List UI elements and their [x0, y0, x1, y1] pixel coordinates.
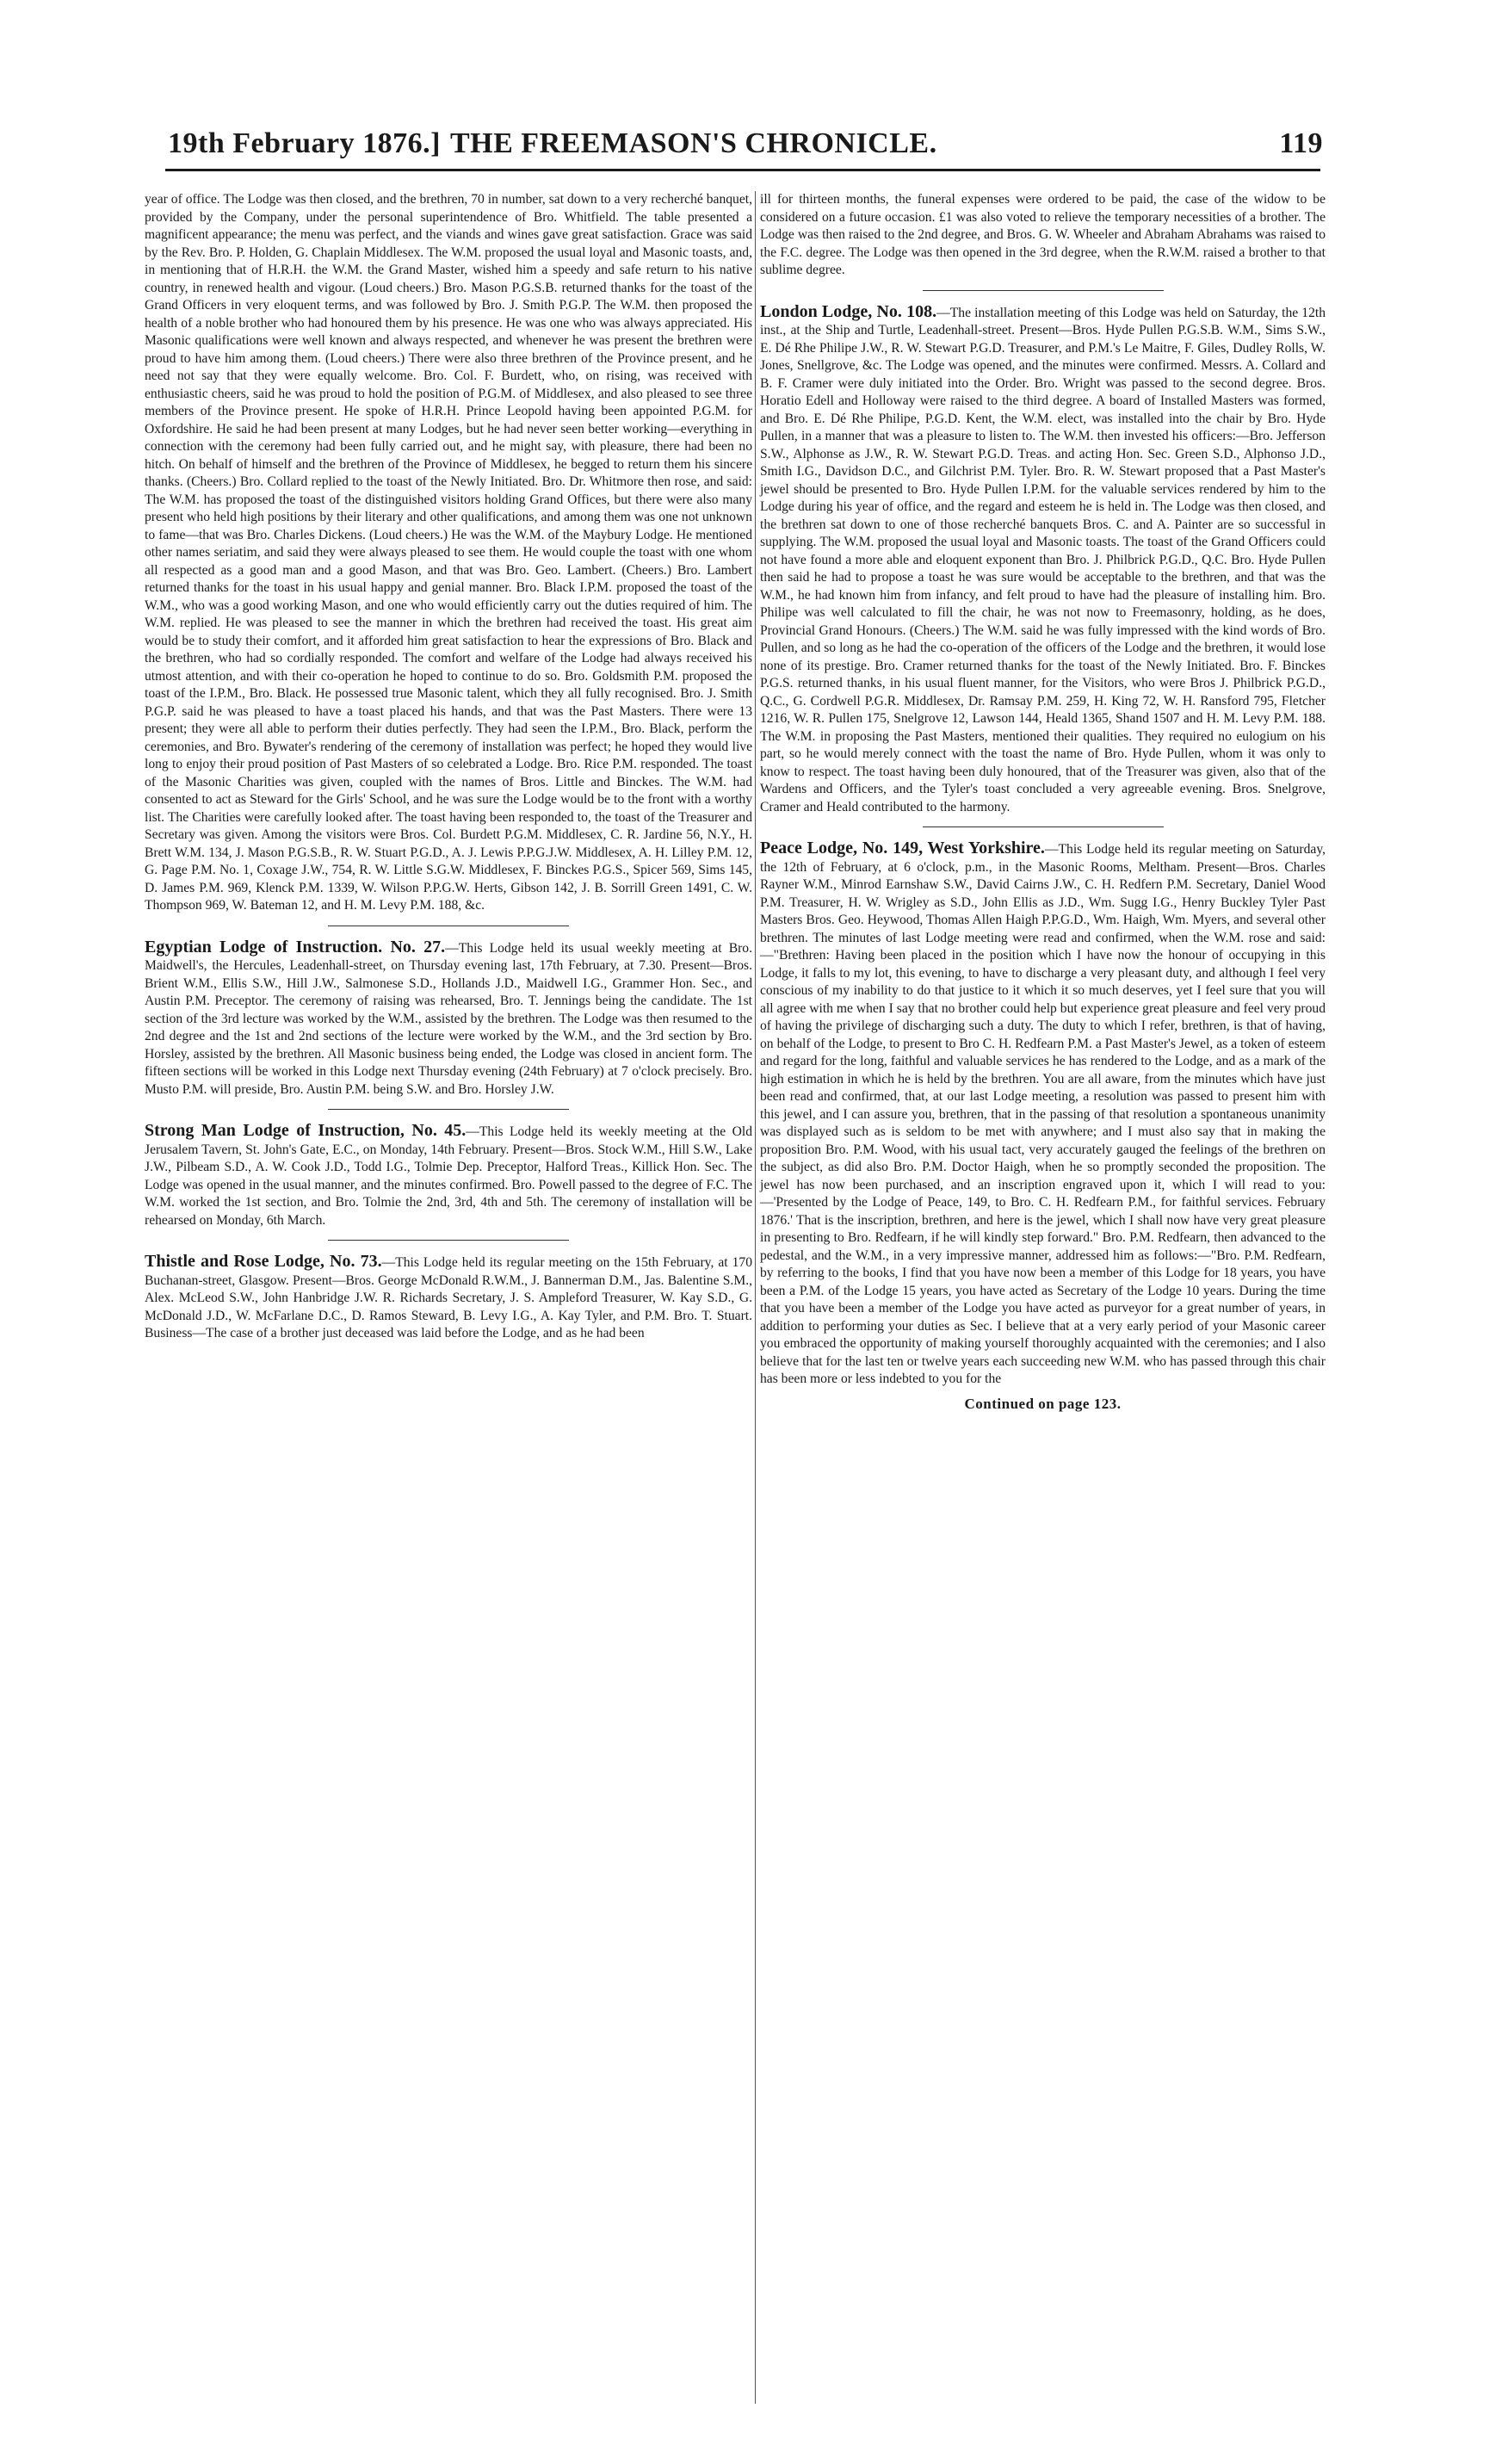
- article-separator: [328, 1109, 569, 1110]
- article-headline: Thistle and Rose Lodge, No. 73.: [145, 1252, 382, 1271]
- article-london-lodge: [760, 303, 1326, 817]
- left-column: [145, 191, 752, 1348]
- article-text: ill for thirteen months, the funeral expenses were ordered to be paid, the case of the widow to be considered on a future occasion. £1 was also voted to relieve the temporary necessities of a brother. The Lodge was then raised to the 2nd degree, and Bros. G. W. Wheeler and Abraham Abrahams was raised to the F.C. degree. The Lodge was then opened in the 3rd degree, when the R.W.M. raised a brother to that sublime degree.: [760, 192, 1326, 277]
- article-paragraph: [145, 1122, 752, 1229]
- article-separator: [923, 826, 1164, 827]
- article-text: —The installation meeting of this Lodge was held on Saturday, the 12th inst., at the Ship and Turtle, Leadenhall-street. Present—Bros. Hyde Pullen P.G.S.B. W.M., Sims S.W., E. Dé Rhe Philipe J.W., R. W. Stewart P.G.D. Treasurer, and P.M.'s Le Maitre, F. Giles, Dudley Rolls, W. Jones, Snellgrove, &c. The Lodge was opened, and the minutes were confirmed. Messrs. A. Collard and B. F. Cramer were duly initiated into the Order. Bro. Wright was passed to the second degree. Bros. Horatio Edell and Holloway were raised to the third degree. A board of Installed Masters was formed, and Bro. E. Dé Rhe Philipe, P.G.D. Kent, the W.M. elect, was installed into the chair by Bro. Hyde Pullen, in a manner that was a pleasure to listen to. The W.M. then invested his officers:—Bro. Jefferson S.W., Alphonse as J.W., R. W. Stewart P.G.D. Treas. and acting Hon. Sec. Green S.D., Alphonso J.D., Smith I.G., Davidson D.C., and Gilchrist P.M. Tyler. Bro. R. W. Stewart proposed that a Past Master's jewel should be presented to Bro. Hyde Pullen I.P.M. for the valuable services rendered by him to the Lodge during his year of office, and the regard and esteem he is held in. The Lodge was then closed, and the brethren sat down to one of those recherché banquets Bros. C. and A. Painter are so successful in supplying. The W.M. proposed the usual loyal and Masonic toasts. The toast of the Grand Officers could not have found a more able and eloquent exponent than Bro. J. Philbrick P.G.D., Q.C. Bro. Hyde Pullen then said he had to propose a toast he was sure would be acceptable to the brethren, and that was the W.M., he had known him from infancy, and felt proud to have had the pleasure of installing him. Bro. Philipe was well calculated to fill the chair, he was not now to Freemasonry, holding, as he does, Provincial Grand Honours. (Cheers.) The W.M. said he was fully impressed with the kind words of Bro. Pullen, and so long as he had the co-operation of the officers of the Lodge and the brethren, it would lose none of its prestige. Bro. Cramer returned thanks for the toast of the Newly Initiated. Bro. F. Binckes P.G.S. returned thanks, in his usual fluent manner, for the Visitors, who were Bros J. Philbrick P.G.D., Q.C., G. Cordwell P.G.R. Middlesex, Dr. Ramsay P.M. 259, H. King 72, W. H. Ransford 795, Fletcher 1216, W. R. Pullen 175, Snelgrove 12, Lawson 144, Heald 1365, Shand 1507 and H. M. Levy P.M. 188. The W.M. in proposing the Past Masters, mentioned their qualities. They required no eulogium on his part, so he would merely connect with the toast the name of Bro. Hyde Pullen, whom it was only to know to respect. The toast having been duly honoured, that of the Treasurer was given, also that of the Wardens and Officers, and the Tyler's toast concluded a very agreeable evening. Bros. Snelgrove, Cramer and Heald contributed to the harmony.: [760, 305, 1326, 814]
- article-text: year of office. The Lodge was then closed, and the brethren, 70 in number, sat down to a very recherché banquet, provided by the Company, under the personal superintendence of Bro. Whitfield. The table presented a magnificent appearance; the menu was perfect, and the viands and wines gave great satisfaction. Grace was said by the Rev. Bro. P. Holden, G. Chaplain Middlesex. The W.M. proposed the usual loyal and Masonic toasts, and, in mentioning that of H.R.H. the W.M. the Grand Master, wished him a speedy and safe return to his native country, in renewed health and vigour. (Loud cheers.) Bro. Mason P.G.S.B. returned thanks for the toast of the Grand Officers in very eloquent terms, and was followed by Bro. J. Smith P.G.P. The W.M. then proposed the health of a noble brother who had honoured them by his presence. He was one who was always appreciated. His Masonic qualifications were well known and always respected, and whenever he was present the brethren were proud to have him among them. (Loud cheers.) There were also three brethren of the Province present, and he need not say that they were equally welcome. Bro. Col. F. Burdett, who, on rising, was received with enthusiastic cheers, said he was proud to hold the position of P.G.M. of Middlesex, and also pleased to see three members of the Province present. He spoke of H.R.H. Prince Leopold having been appointed P.G.M. for Oxfordshire. He said he had been present at many Lodges, but he had never seen better working—everything in connection with the ceremony had been fully carried out, and he might say, with pleasure, there had been no hitch. On behalf of himself and the brethren of the Province of Middlesex, he begged to return them his sincere thanks. (Cheers.) Bro. Collard replied to the toast of the Newly Initiated. Bro. Dr. Whitmore then rose, and said: The W.M. has proposed the toast of the distinguished visitors holding Grand Offices, but there were also many present who held high positions by their literary and other qualifications, and among them was one not unknown to fame—that was Bro. Charles Dickens. (Loud cheers.) He was the W.M. of the Maybury Lodge. He mentioned other names seriatim, and said they were always pleased to see them. He would couple the toast with one whom all respected as a good man and a good Mason, and that was Bro. Geo. Lambert. (Cheers.) Bro. Lambert returned thanks for the toast in his usual happy and genial manner. Bro. Black I.P.M. proposed the toast of the W.M., who was a good working Mason, and one who would efficiently carry out the duties required of him. The W.M. replied. He was pleased to see the manner in which the brethren had received the toast. His great aim would be to study their comfort, and it afforded him great satisfaction to hear the expressions of Bro. Black and the brethren, who had so cordially responded. The comfort and welfare of the Lodge had always received his utmost attention, and with their co-operation he hoped to continue to do so. Bro. Goldsmith P.M. proposed the toast of the I.P.M., Bro. Black. He possessed true Masonic talent, which they all fully recognised. Bro. J. Smith P.G.P. said he was pleased to have a toast placed his hands, and that was the Past Masters. There were 13 present; they were all able to perform their duties perfectly. They had seen the I.P.M., Bro. Black, perform the ceremonies, and Bro. Bywater's rendering of the ceremony of installation was perfect; he hoped they would live long to enjoy their proud position of Past Masters of so celebrated a Lodge. Bro. Rice P.M. responded. The toast of the Masonic Charities was given, coupled with the names of Bros. Little and Binckes. The W.M. had consented to act as Steward for the Girls' School, and he was sure the Lodge would be to the front with a worthy list. The Charities were carefully looked after. The toast having been responded to, the toast of the Treasurer and Secretary was given. Among the visitors were Bros. Col. Burdett P.G.M. Middlesex, C. R. Jardine 56, N.Y., H. Brett W.M. 134, J. Mason P.G.S.B., R. W. Stuart P.G.D., A. J. Lewis P.P.G.J.W. Middlesex, A. H. Lilley P.M. 12, G. Page P.M. No. 1, Coxage J.W., 754, R. W. Little S.G.W. Middlesex, F. Binckes P.G.S., Spicer 569, Sims 145, D. James P.M. 969, Klenck P.M. 1339, W. Wilson P.P.G.W. Herts, Gibson 142, J. B. Sorrill Green 1491, C. W. Thompson 969, W. Bateman 12, and H. M. Levy P.M. 188, &c.: [145, 192, 752, 913]
- article-paragraph: [760, 839, 1326, 1389]
- publication-title: THE FREEMASON'S CHRONICLE.: [450, 127, 937, 159]
- article-thistle-rose-lodge: [145, 1253, 752, 1343]
- page-number: 119: [1279, 127, 1323, 159]
- article-text: —This Lodge held its weekly meeting at the Old Jerusalem Tavern, St. John's Gate, E.C., on Monday, 14th February. Present—Bros. Stock W.M., Hill S.W., Lake J.W., Pilbeam S.D., A. W. Cook J.D., Todd I.G., Tolmie Dep. Preceptor, Halford Treas., Killick Hon. Sec. The Lodge was opened in the usual manner, and the minutes confirmed. Bro. Powell passed to the degree of F.C. The W.M. worked the 1st section, and Bro. Tolmie the 2nd, 3rd, 4th and 5th. The ceremony of installation will be rehearsed on Monday, 6th March.: [145, 1124, 752, 1228]
- continued-notice: Continued on page 123.: [964, 1395, 1122, 1412]
- article-continued-banquet: [145, 191, 752, 915]
- article-separator: [923, 290, 1164, 291]
- issue-date: 19th February 1876.]: [168, 127, 441, 159]
- article-thistle-rose-continued: [760, 191, 1326, 280]
- article-text: —This Lodge held its regular meeting on Saturday, the 12th of February, at 6 o'clock, p.m., in the Masonic Rooms, Meltham. Present—Bros. Charles Rayner W.M., Minrod Earnshaw S.W., David Cairns J.W., C. H. Redfern P.M. Secretary, Daniel Wood P.M. Treasurer, H. W. Wrigley as S.D., John Ellis as J.D., Wm. Sugg I.G., Henry Buckley Tyler Past Masters Bros. Geo. Heywood, Thomas Allen Haigh P.P.G.D., Wm. Haigh, Wm. Myers, and several other brethren. The minutes of last Lodge meeting were read and confirmed, when the W.M. rose and said:—"Brethren: Having been placed in the position which I have now the honour of occupying in this Lodge, it falls to my lot, this evening, to have to discharge a very pleasant duty, and although I feel very conscious of my inability to do that justice to it which it so much deserves, yet I feel sure that you will all agree with me when I say that no brother could help but experience great pleasure and feel very proud of having the privilege of discharging such a duty. The duty to which I refer, brethren, is that of having, on behalf of the Lodge, to present to Bro C. H. Redfearn P.M. a Past Master's Jewel, as a token of esteem and regard for the long, faithful and valuable services he has rendered to the Lodge, and as a mark of the high estimation in which he is held by the brethren. You are all aware, from the minutes which have just been read and confirmed, that, at our last Lodge meeting, a resolution was passed to present him with this jewel, and I can assure you, brethren, that in the passing of that resolution a spontaneous unanimity was displayed such as is seldom to be met with anywhere; and I must also say that in making the proposition Bro. P.M. Wood, with his usual tact, very accurately gauged the feelings of the brethren on the subject, as did also Bro. P.M. Doctor Haigh, when he so promptly seconded the proposition. The jewel has now been purchased, and an inscription engraved upon it, which I will read to you:—'Presented by the Lodge of Peace, 149, to Bro. C. H. Redfearn P.M., for faithful services. February 1876.' That is the inscription, brethren, and here is the jewel, which I shall now have very great pleasure in presenting to Bro. Redfearn, if he will kindly step forward." Bro. P.M. Redfearn, then advanced to the pedestal, and the W.M., in a very impressive manner, addressed him as follows:—"Bro. P.M. Redfearn, by referring to the books, I find that you have now been a member of this Lodge for 18 years, you have been a P.M. of the Lodge 15 years, you have acted as Secretary of the Lodge 10 years. During the time that you have been a member of the Lodge you have acted as purveyor for a great number of years, in addition to performing your duties as Sec. I believe that at a very early period of your Masonic career you embraced the opportunity of making yourself thoroughly acquainted with the ceremonies; and I also believe that for the last ten or twelve years each succeeding new W.M. who has passed through this chair has been more or less indebted to you for the: [760, 842, 1326, 1386]
- column-divider: [755, 191, 756, 2404]
- article-strong-man-lodge: [145, 1122, 752, 1229]
- article-headline: Strong Man Lodge of Instruction, No. 45.: [145, 1121, 467, 1140]
- article-paragraph: [760, 303, 1326, 817]
- article-paragraph: [145, 1253, 752, 1343]
- masthead: [168, 127, 1323, 170]
- article-text: —This Lodge held its regular meeting on the 15th February, at 170 Buchanan-street, Glasgow. Present—Bros. George McDonald R.W.M., J. Bannerman D.M., Jas. Balentine S.M., Alex. McLeod S.W., John Hanbridge J.W. R. Richards Secretary, J. S. Ampleford Treasurer, W. Kay S.D., G. McDonald J.D., W. McFarlane D.C., D. Ramos Steward, B. Levy I.G., A. Kay Tyler, and P.M. Bro. T. Stuart. Business—The case of a brother just deceased was laid before the Lodge, and as he had been: [145, 1255, 752, 1340]
- article-separator: [328, 1240, 569, 1241]
- article-paragraph: [145, 938, 752, 1099]
- article-headline: London Lodge, No. 108.: [760, 301, 937, 321]
- article-peace-lodge: [760, 839, 1326, 1389]
- right-column: [760, 191, 1326, 1413]
- article-headline: Peace Lodge, No. 149, West Yorkshire.: [760, 839, 1045, 857]
- article-headline: Egyptian Lodge of Instruction. No. 27.: [145, 937, 446, 957]
- article-egyptian-lodge: [145, 938, 752, 1099]
- article-text: —This Lodge held its usual weekly meeting at Bro. Maidwell's, the Hercules, Leadenhall-street, on Thursday evening last, 17th February, at 7.30. Present—Bros. Brient W.M., Ellis S.W., Hill J.W., Salmonese S.D., Hollands J.D., Maidwell I.G., Grammer Hon. Sec., and Austin P.M. Preceptor. The ceremony of raising was rehearsed, Bro. T. Jennings being the candidate. The 1st section of the 3rd lecture was worked by the W.M., assisted by the brethren. The Lodge was then resumed to the 2nd degree and the 1st and 2nd sections of the lecture were worked by the W.M., and the 3rd section by Bro. Horsley, assisted by the brethren. All Masonic business being ended, the Lodge was closed in ancient form. The fifteen sections will be worked in this Lodge next Thursday evening (24th February) at 7 o'clock precisely. Bro. Musto P.M. will preside, Bro. Austin P.M. being S.W. and Bro. Horsley J.W.: [145, 940, 752, 1097]
- masthead-rule: [165, 169, 1320, 171]
